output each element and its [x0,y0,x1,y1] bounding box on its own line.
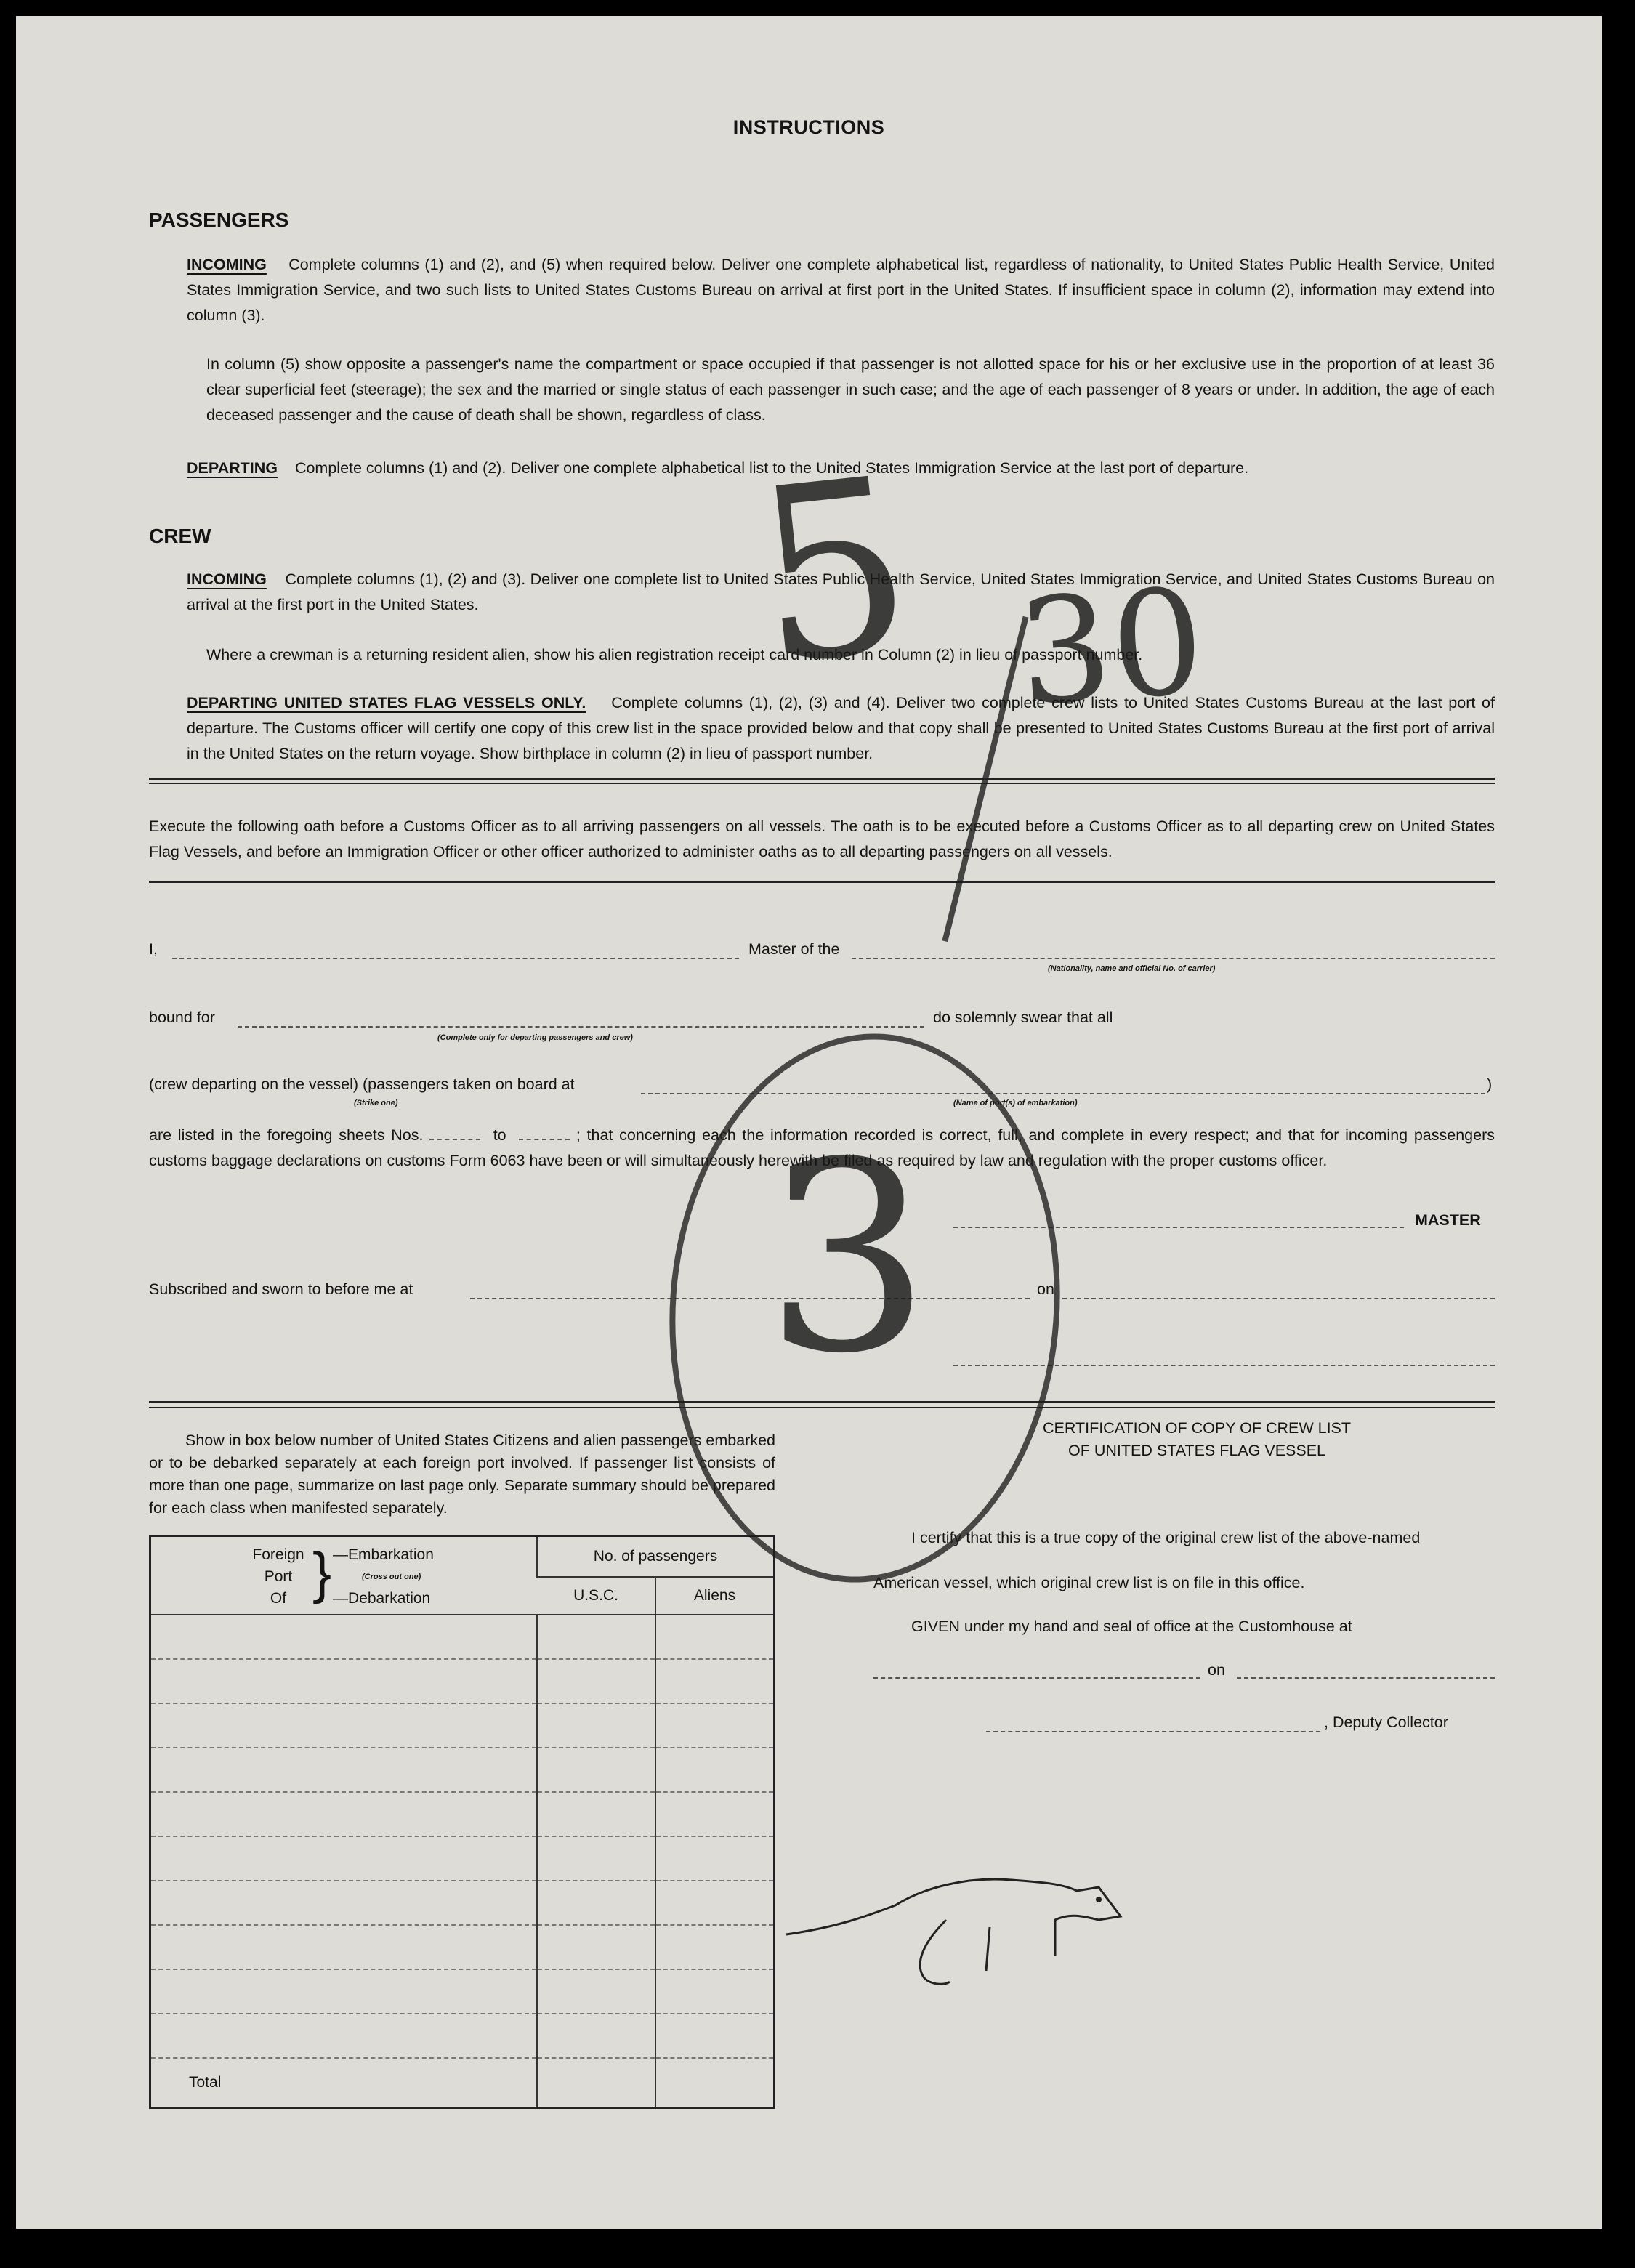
port-cell[interactable] [150,1659,538,1703]
aliens-cell[interactable] [655,1836,775,1881]
certification-on-label: on [1208,1661,1225,1679]
crew-heading: CREW [149,525,211,547]
usc-cell[interactable] [537,1748,655,1792]
deputy-signature-field[interactable] [986,1731,1320,1732]
passengers-incoming-text: Complete columns (1) and (2), and (5) when required below. Deliver one complete alphabetical list, regardless of nationality, to United States Public Health Service, United States Immigration Service, and two such lists to United States Customs Bureau on arrival at first port in the United States. If insufficient space in column (2), information may extend into column (3). [187,256,1495,324]
aliens-cell[interactable] [655,1615,775,1659]
usc-header: U.S.C. [537,1577,655,1615]
embark-note: (Name of port(s) of embarkation) [953,1099,1078,1107]
handwritten-fraction-bottom: 30 [1013,557,1210,739]
crew-incoming-text: Complete columns (1), (2) and (3). Deliver one complete list to United States Public Health Service, United States Immigration Service, and United States Customs Bureau on arrival at the first port in the United States. [187,570,1495,613]
aliens-cell[interactable] [655,1703,775,1748]
usc-cell[interactable] [537,2014,655,2058]
passengers-incoming-label: INCOMING [187,256,267,273]
usc-cell[interactable] [537,1792,655,1836]
passenger-summary-table [149,1535,775,2109]
to-label: to [493,1126,506,1144]
port-cell[interactable] [150,1792,538,1836]
passengers-departing-text: Complete columns (1) and (2). Deliver one complete alphabetical list to the United States Immigration Service at the last port of departure. [294,459,1249,477]
listed-text-1: are listed in the foregoing sheets Nos. [149,1126,424,1144]
aliens-cell[interactable] [655,1925,775,1969]
usc-total-cell[interactable] [537,2058,655,2107]
divider [149,881,1495,883]
crew-departing-label: (crew departing on the vessel) (passengers taken on board at [149,1076,575,1093]
table-row [150,1925,775,1969]
brace-icon: } [312,1541,332,1605]
master-label: MASTER [1415,1211,1481,1229]
passengers-column5-text: In column (5) show opposite a passenger's name the compartment or space occupied if that passenger is not allotted space for his or her exclusive use in the proportion of at least 36 clear superficial feet (steerage); the sex and the married or single status of each passenger in such case; and the age of each passenger of 8 years or under. In addition, the age of each deceased passenger and the cause of death shall be shown, regardless of class. [206,355,1495,424]
instructions-title: INSTRUCTIONS [732,116,885,138]
port-cell[interactable] [150,1925,538,1969]
usc-cell[interactable] [537,1925,655,1969]
subscribed-date-field[interactable] [1062,1298,1495,1299]
total-label: Total [189,2074,222,2091]
col-port-line3: Of [270,1590,287,1607]
aliens-cell[interactable] [655,1748,775,1792]
col-port-line1: Foreign [252,1546,304,1563]
subscribed-label: Subscribed and sworn to before me at [149,1280,413,1298]
aliens-cell[interactable] [655,1969,775,2014]
certify-line1: I certify that this is a true copy of the original crew list of the above-named [911,1529,1421,1546]
port-cell[interactable] [150,1748,538,1792]
table-row [150,1836,775,1881]
usc-cell[interactable] [537,1659,655,1703]
col-port-line2: Port [264,1568,293,1585]
table-row [150,1792,775,1836]
port-cell[interactable] [150,1881,538,1925]
table-row [150,2014,775,2058]
passengers-departing-label: DEPARTING [187,459,278,477]
crew-departing-label: DEPARTING UNITED STATES FLAG VESSELS ONLY. [187,694,586,711]
no-passengers-header: No. of passengers [537,1536,775,1577]
passengers-heading: PASSENGERS [149,209,289,231]
usc-cell[interactable] [537,1881,655,1925]
aliens-cell[interactable] [655,1792,775,1836]
oath-instruction: Execute the following oath before a Customs Officer as to all arriving passengers on all vessels. The oath is to be executed before a Customs Officer as to all departing crew on United States Flag Vessels, and before an Immigration Officer or other officer authorized to administer oaths as to all departing passengers on all vessels. [149,818,1495,860]
crew-departing-text: Complete columns (1), (2), (3) and (4). Deliver two complete crew lists to United States Customs Bureau at the last port of departure. The Customs officer will certify one copy of this crew list in the space provided below and that copy shall be presented to United States Customs Bureau at the first port of arrival in the United States on the return voyage. Show birthplace in column (2) in lieu of passport number. [187,694,1495,762]
crew-incoming-label: INCOMING [187,570,267,588]
divider [149,778,1495,780]
usc-cell[interactable] [537,1836,655,1881]
oath-i-label: I, [149,940,158,958]
bound-note: (Complete only for departing passengers and crew) [437,1033,633,1042]
handwritten-circled-number: 3 [764,1106,932,1411]
animal-doodle-icon [779,1847,1157,2007]
usc-cell[interactable] [537,1703,655,1748]
port-header-cell [150,1536,538,1615]
master-of-label: Master of the [748,940,840,958]
port-cell[interactable] [150,1969,538,2014]
given-text: GIVEN under my hand and seal of office at the Customhouse at [911,1618,1352,1635]
table-row [150,1659,775,1703]
port-cell[interactable] [150,1615,538,1659]
listed-text-2: ; that concerning each the information recorded is correct, full, and complete in every respect; and that for incoming passengers customs baggage declarations on customs Form 6063 have been or will simultaneously herewith be filed as required by law and regulation with the proper customs officer. [149,1126,1495,1169]
table-row [150,1748,775,1792]
crew-resident-text: Where a crewman is a returning resident alien, show his alien registration receipt card number in Column (2) in lieu of passport number. [206,646,1143,663]
certification-title-line2: OF UNITED STATES FLAG VESSEL [1067,1442,1326,1459]
close-paren: ) [1487,1076,1493,1093]
summary-instruction: Show in box below number of United States Citizens and alien passengers embarked or to be debarked separately at each foreign port involved. If passenger list consists of more than one page, summarize on last page only. Separate summary should be prepared for each class when manifested separately. [149,1432,775,1517]
handwritten-fraction-top: 5 [743,425,924,719]
table-row [150,1703,775,1748]
carrier-note: (Nationality, name and official No. of carrier) [1048,964,1216,973]
certification-date-field[interactable] [1237,1677,1495,1679]
customhouse-place-field[interactable] [873,1677,1200,1679]
passengers-incoming-paragraph [187,252,1495,328]
debarkation-label: —Debarkation [333,1590,431,1607]
sheet-to-field[interactable] [519,1139,570,1140]
table-row [150,1881,775,1925]
port-cell[interactable] [150,2014,538,2058]
swear-label: do solemnly swear that all [933,1009,1113,1026]
port-cell[interactable] [150,1836,538,1881]
table-row [150,1969,775,2014]
total-row [150,2058,775,2107]
usc-cell[interactable] [537,1615,655,1659]
bound-for-field[interactable] [238,1026,924,1028]
port-cell[interactable] [150,1703,538,1748]
carrier-field[interactable] [852,958,1495,959]
subscribed-on-label: on [1037,1280,1054,1298]
master-name-field[interactable] [172,958,739,959]
deputy-collector-label: , Deputy Collector [1324,1714,1448,1731]
cross-out-note: (Cross out one) [362,1573,421,1581]
sheet-from-field[interactable] [429,1139,480,1140]
form-page [16,16,1602,2229]
divider [149,783,1495,784]
certify-line2: American vessel, which original crew list is on file in this office. [873,1574,1305,1591]
aliens-header: Aliens [655,1577,775,1615]
table-row [150,1615,775,1659]
aliens-cell[interactable] [655,1659,775,1703]
certification-title-line1: CERTIFICATION OF COPY OF CREW LIST [1042,1419,1352,1437]
aliens-cell[interactable] [655,1881,775,1925]
usc-cell[interactable] [537,1969,655,2014]
strike-note: (Strike one) [354,1099,398,1107]
aliens-total-cell[interactable] [655,2058,775,2107]
bound-for-label: bound for [149,1009,215,1026]
aliens-cell[interactable] [655,2014,775,2058]
embarkation-label: —Embarkation [333,1546,434,1563]
